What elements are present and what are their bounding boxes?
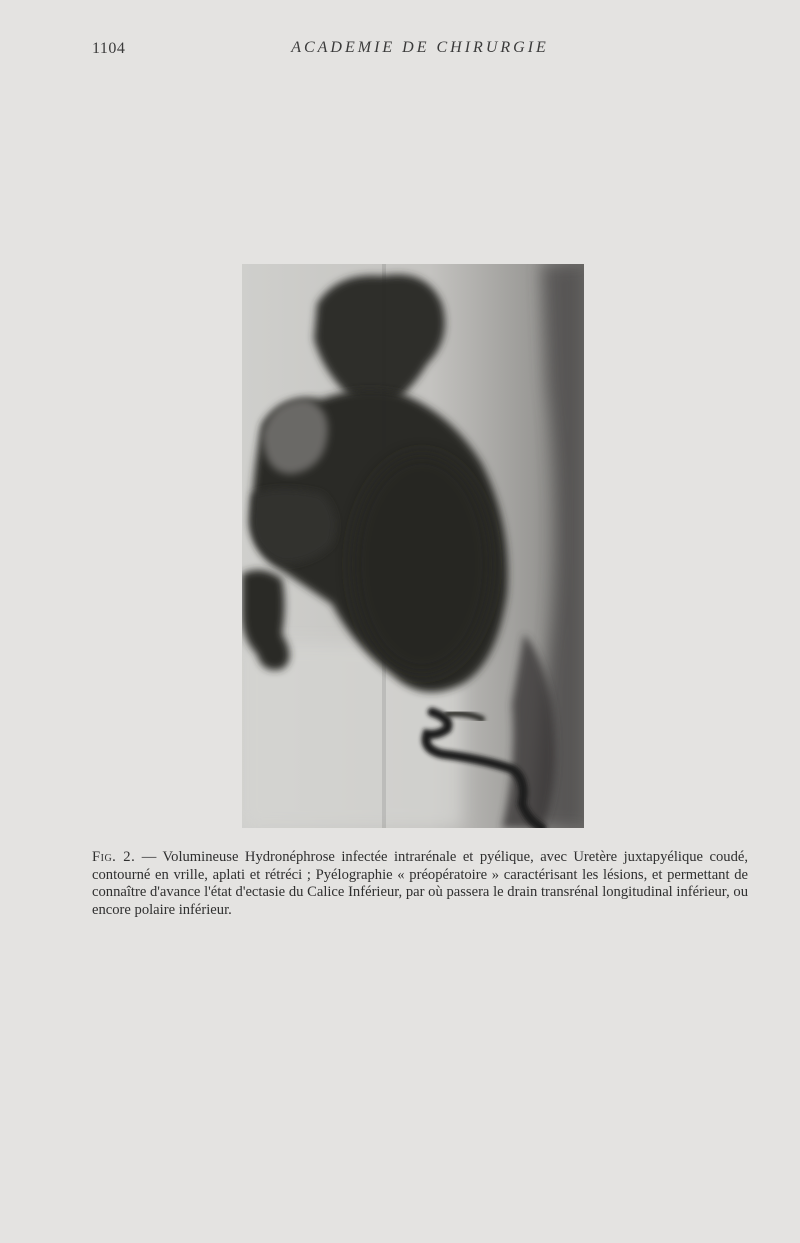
page-number: 1104: [92, 40, 126, 57]
figure-label: Fig. 2.: [92, 849, 136, 865]
xray-illustration: [242, 264, 584, 828]
figure-caption-text: — Volumineuse Hydronéphrose infectée intrarénale et pyélique, avec Uretère juxtapyélique coudé, contourné en vrille, aplati et rétréci ; Pyélographie « préopératoire » caractérisant les lésions, et permettant de connaître d'avance l'état d'ectasie du Calice Inférieur, par où passera le drain transrénal longitudinal inférieur, ou encore polaire inférieur.: [92, 849, 748, 918]
pyelography-image: [242, 264, 584, 828]
running-title: ACADEMIE DE CHIRURGIE: [291, 39, 549, 56]
figure-caption: [92, 849, 748, 919]
